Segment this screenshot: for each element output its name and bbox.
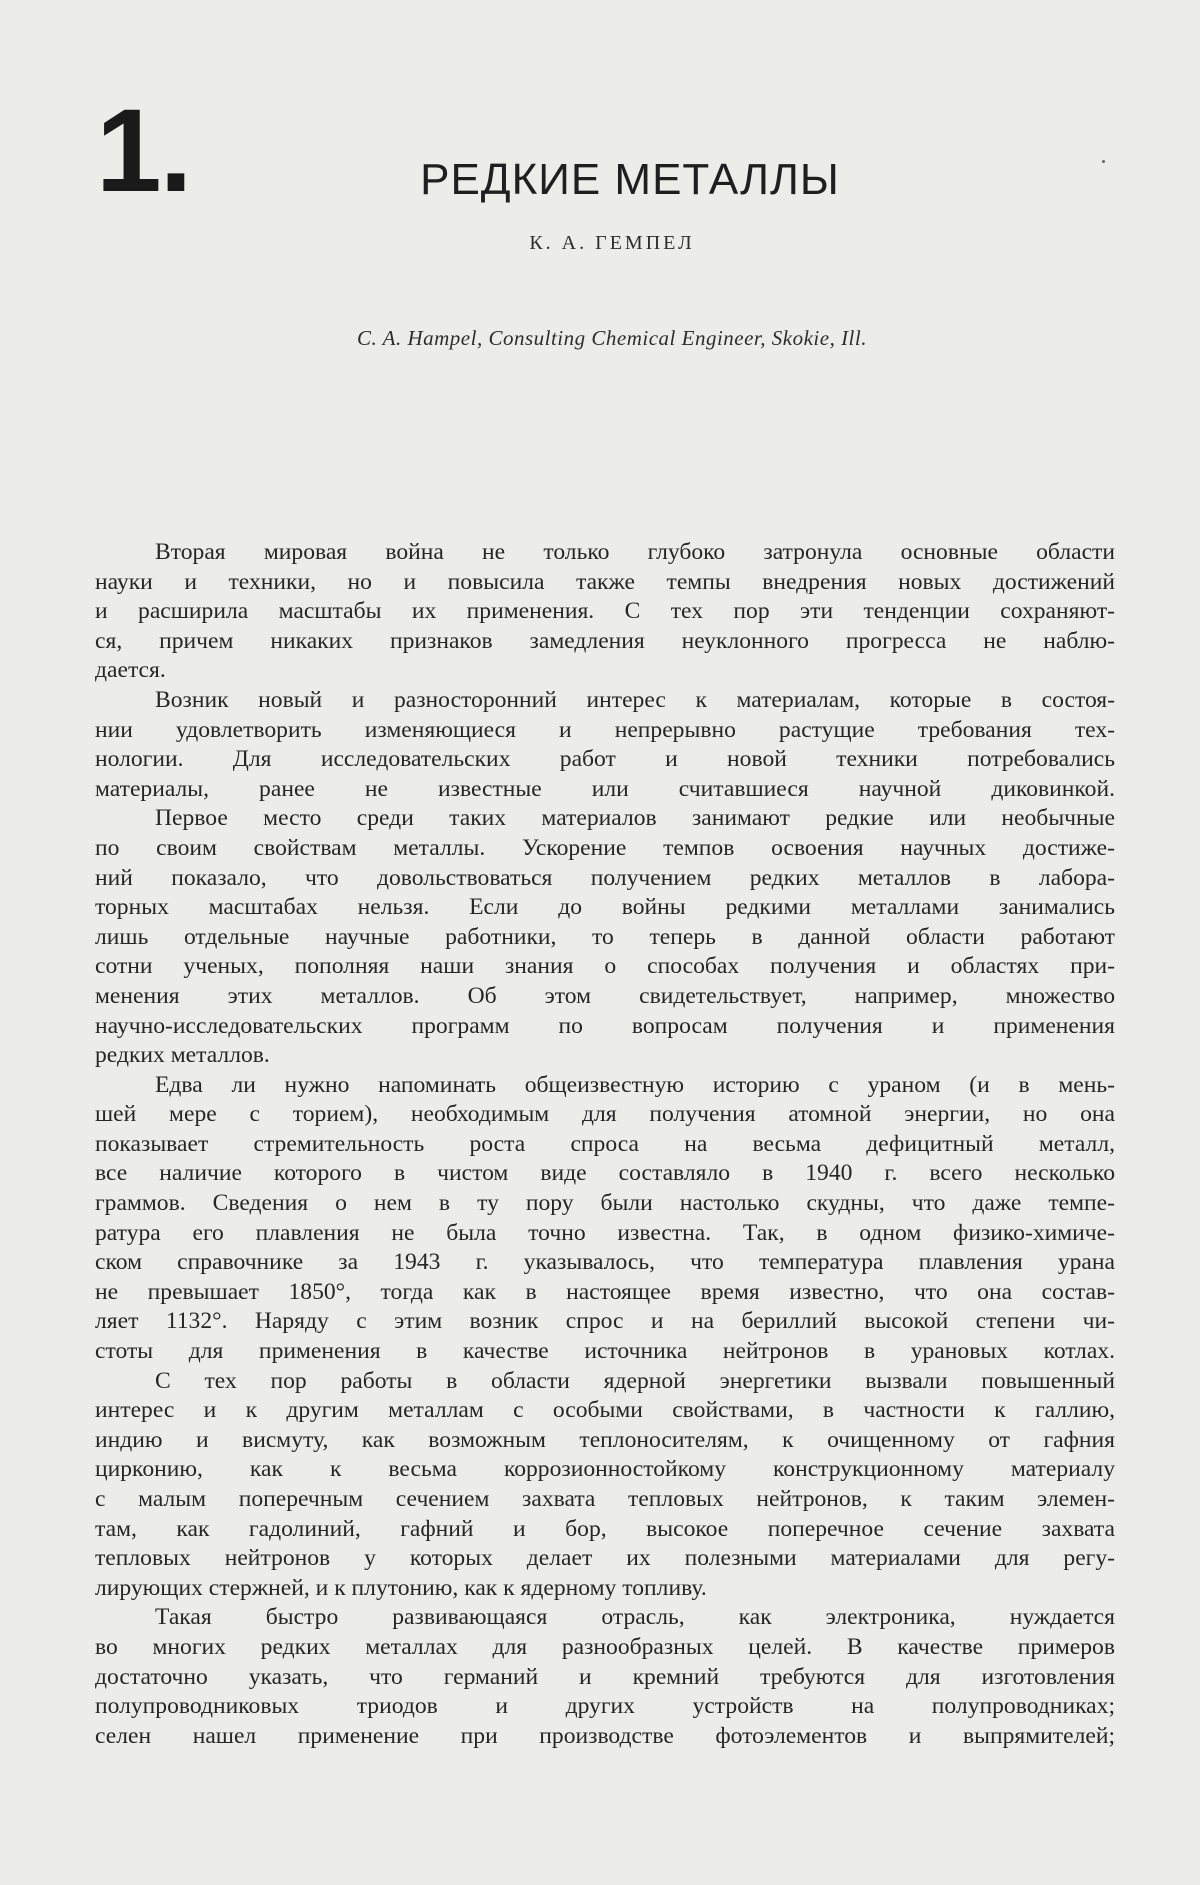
text-line: по своим свойствам металлы. Ускорение темпов освоения научных достиже- <box>95 834 1115 861</box>
text-line: нологии. Для исследовательских работ и новой техники потребовались <box>95 746 1115 773</box>
text-line: менения этих металлов. Об этом свидетельствует, например, множество <box>95 982 1115 1009</box>
text-line: нии удовлетворить изменяющиеся и непрерывно растущие требования тех- <box>95 716 1115 743</box>
text-line: ляет 1132°. Наряду с этим возник спрос и на бериллий высокой степени чи- <box>95 1308 1115 1335</box>
text-line: стоты для применения в качестве источника нейтронов в урановых котлах. <box>95 1338 1115 1365</box>
text-line: Возник новый и разносторонний интерес к материалам, которые в состоя- <box>155 686 1115 713</box>
text-line: дается. <box>95 657 166 684</box>
text-line: граммов. Сведения о нем в ту пору были настолько скудны, что даже темпе- <box>95 1190 1115 1217</box>
text-line: ся, причем никаких признаков замедления неуклонного прогресса не наблю- <box>95 627 1115 654</box>
text-line: Вторая мировая война не только глубоко затронула основные области <box>155 539 1115 565</box>
text-line: ратура его плавления не была точно известна. Так, в одном физико-химиче- <box>95 1219 1115 1246</box>
text-line: Такая быстро развивающаяся отрасль, как электроника, нуждается <box>155 1604 1115 1631</box>
text-line: лишь отдельные научные работники, то теперь в данной области работают <box>95 923 1115 950</box>
text-line: шей мере с торием), необходимым для получения атомной энергии, но она <box>95 1101 1115 1128</box>
text-line: индию и висмуту, как возможным теплоносителям, к очищенному от гафния <box>95 1426 1115 1453</box>
text-line: Едва ли нужно напоминать общеизвестную историю с ураном (и в мень- <box>155 1071 1115 1098</box>
text-line: С тех пор работы в области ядерной энергетики вызвали повышенный <box>155 1367 1115 1394</box>
text-line: лирующих стержней, и к плутонию, как к ядерному топливу. <box>95 1574 707 1601</box>
text-line: и расширила масштабы их применения. С тех пор эти тенденции сохраняют- <box>95 598 1115 625</box>
author-affiliation: C. A. Hampel, Consulting Chemical Engineer, Skokie, Ill. <box>357 326 867 350</box>
author-name: К. А. ГЕМПЕЛ <box>529 232 695 254</box>
text-line: редких металлов. <box>95 1042 270 1069</box>
text-line: с малым поперечным сечением захвата тепловых нейтронов, к таким элемен- <box>95 1486 1115 1512</box>
text-line: науки и техники, но и повысила также темпы внедрения новых достижений <box>95 568 1115 595</box>
chapter-title: РЕДКИЕ МЕТАЛЛЫ <box>420 155 840 204</box>
text-line: все наличие которого в чистом виде составляло в 1940 г. всего несколько <box>95 1160 1115 1187</box>
text-line: сотни ученых, пополняя наши знания о способах получения и областях при- <box>95 953 1115 980</box>
text-line: достаточно указать, что германий и кремний требуются для изготовления <box>95 1663 1115 1690</box>
text-line: интерес и к другим металлам с особыми свойствами, в частности к галлию, <box>95 1397 1115 1424</box>
body-text <box>95 538 1115 1751</box>
text-line: селен нашел применение при производстве фотоэлементов и выпрямителей; <box>95 1722 1115 1749</box>
text-line: полупроводниковых триодов и других устройств на полупроводниках; <box>95 1693 1115 1720</box>
chapter-number: 1. <box>96 85 191 217</box>
text-line: во многих редких металлах для разнообразных целей. В качестве примеров <box>95 1633 1115 1660</box>
text-line: не превышает 1850°, тогда как в настоящее время известно, что она состав- <box>95 1278 1115 1305</box>
text-line: торных масштабах нельзя. Если до войны редкими металлами занимались <box>95 894 1115 921</box>
text-line: ском справочнике за 1943 г. указывалось, что температура плавления урана <box>95 1249 1115 1276</box>
text-line: там, как гадолиний, гафний и бор, высокое поперечное сечение захвата <box>95 1515 1115 1542</box>
text-line: показывает стремительность роста спроса на весьма дефицитный металл, <box>95 1130 1115 1157</box>
text-line: Первое место среди таких материалов занимают редкие или необычные <box>155 805 1115 832</box>
text-line: тепловых нейтронов у которых делает их полезными материалами для регу- <box>95 1545 1115 1572</box>
text-line: ний показало, что довольствоваться получением редких металлов в лабора- <box>95 864 1115 891</box>
text-line: научно-исследовательских программ по вопросам получения и применения <box>95 1012 1115 1039</box>
print-speck <box>1102 160 1105 163</box>
text-line: цирконию, как к весьма коррозионностойкому конструкционному материалу <box>95 1456 1115 1483</box>
text-line: материалы, ранее не известные или считавшиеся научной диковинкой. <box>95 775 1115 802</box>
